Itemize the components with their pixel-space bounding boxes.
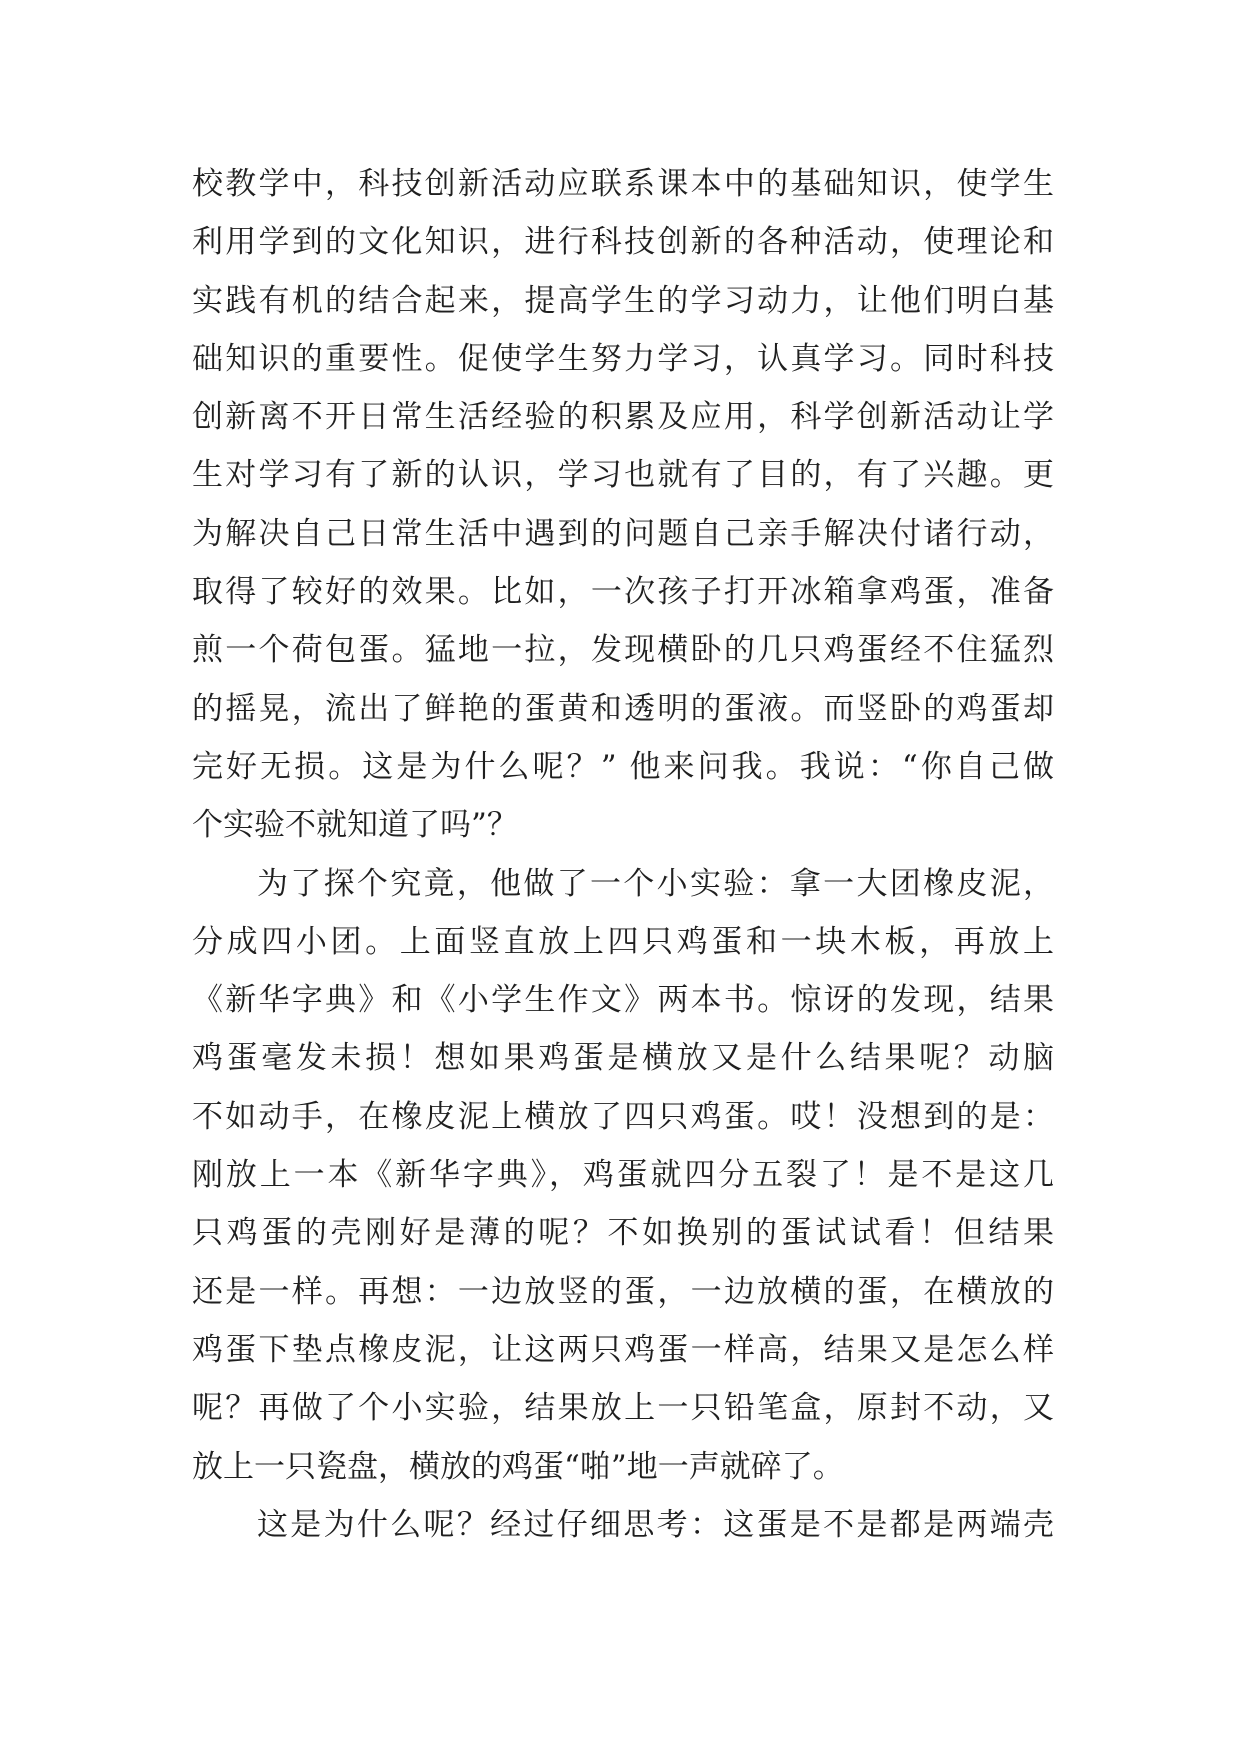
text-line: 的摇晃，流出了鲜艳的蛋黄和透明的蛋液。而竖卧的鸡蛋却 xyxy=(192,690,1054,727)
text-line: 《新华字典》和《小学生作文》两本书。惊讶的发现，结果 xyxy=(192,982,1054,1019)
text-line: 为了探个究竟，他做了一个小实验：拿一大团橡皮泥， xyxy=(257,865,1054,902)
text-line: 刚放上一本《新华字典》，鸡蛋就四分五裂了！是不是这几 xyxy=(192,1157,1054,1194)
text-line: 不如动手，在橡皮泥上横放了四只鸡蛋。哎！没想到的是： xyxy=(192,1098,1054,1135)
text-line: 呢？再做了个小实验，结果放上一只铅笔盒，原封不动，又 xyxy=(192,1390,1054,1427)
text-line: 创新离不开日常生活经验的积累及应用，科学创新活动让学 xyxy=(192,399,1054,436)
text-line: 生对学习有了新的认识，学习也就有了目的，有了兴趣。更 xyxy=(192,457,1054,494)
text-line: 个实验不就知道了吗”？ xyxy=(192,807,518,844)
text-line: 利用学到的文化知识，进行科技创新的各种活动，使理论和 xyxy=(192,224,1054,261)
text-line: 煎一个荷包蛋。猛地一拉，发现横卧的几只鸡蛋经不住猛烈 xyxy=(192,632,1054,669)
paragraph-1 xyxy=(192,155,1054,855)
text-line: 取得了较好的效果。比如，一次孩子打开冰箱拿鸡蛋，准备 xyxy=(192,574,1054,611)
paragraph-2 xyxy=(192,855,1054,1496)
text-line: 鸡蛋毫发未损！想如果鸡蛋是横放又是什么结果呢？动脑 xyxy=(192,1040,1054,1077)
text-line: 还是一样。再想：一边放竖的蛋，一边放横的蛋，在横放的 xyxy=(192,1273,1054,1310)
text-line: 校教学中，科技创新活动应联系课本中的基础知识，使学生 xyxy=(192,166,1054,202)
text-line: 鸡蛋下垫点橡皮泥，让这两只鸡蛋一样高，结果又是怎么样 xyxy=(192,1331,1054,1368)
paragraph-3 xyxy=(192,1496,1054,1554)
text-line: 放上一只瓷盘，横放的鸡蛋“啪”地一声就碎了。 xyxy=(192,1448,844,1485)
text-line: 为解决自己日常生活中遇到的问题自己亲手解决付诸行动， xyxy=(192,515,1054,552)
text-line: 础知识的重要性。促使学生努力学习，认真学习。同时科技 xyxy=(192,340,1054,377)
text-line: 只鸡蛋的壳刚好是薄的呢？不如换别的蛋试试看！但结果 xyxy=(192,1215,1054,1252)
text-line: 实践有机的结合起来，提高学生的学习动力，让他们明白基 xyxy=(192,282,1054,319)
text-line: 这是为什么呢？经过仔细思考：这蛋是不是都是两端壳 xyxy=(257,1506,1054,1543)
text-line: 完好无损。这是为什么呢？” 他来问我。我说：“你自己做 xyxy=(192,748,1054,785)
text-line: 分成四小团。上面竖直放上四只鸡蛋和一块木板，再放上 xyxy=(192,923,1054,960)
document-body xyxy=(192,155,1054,1554)
